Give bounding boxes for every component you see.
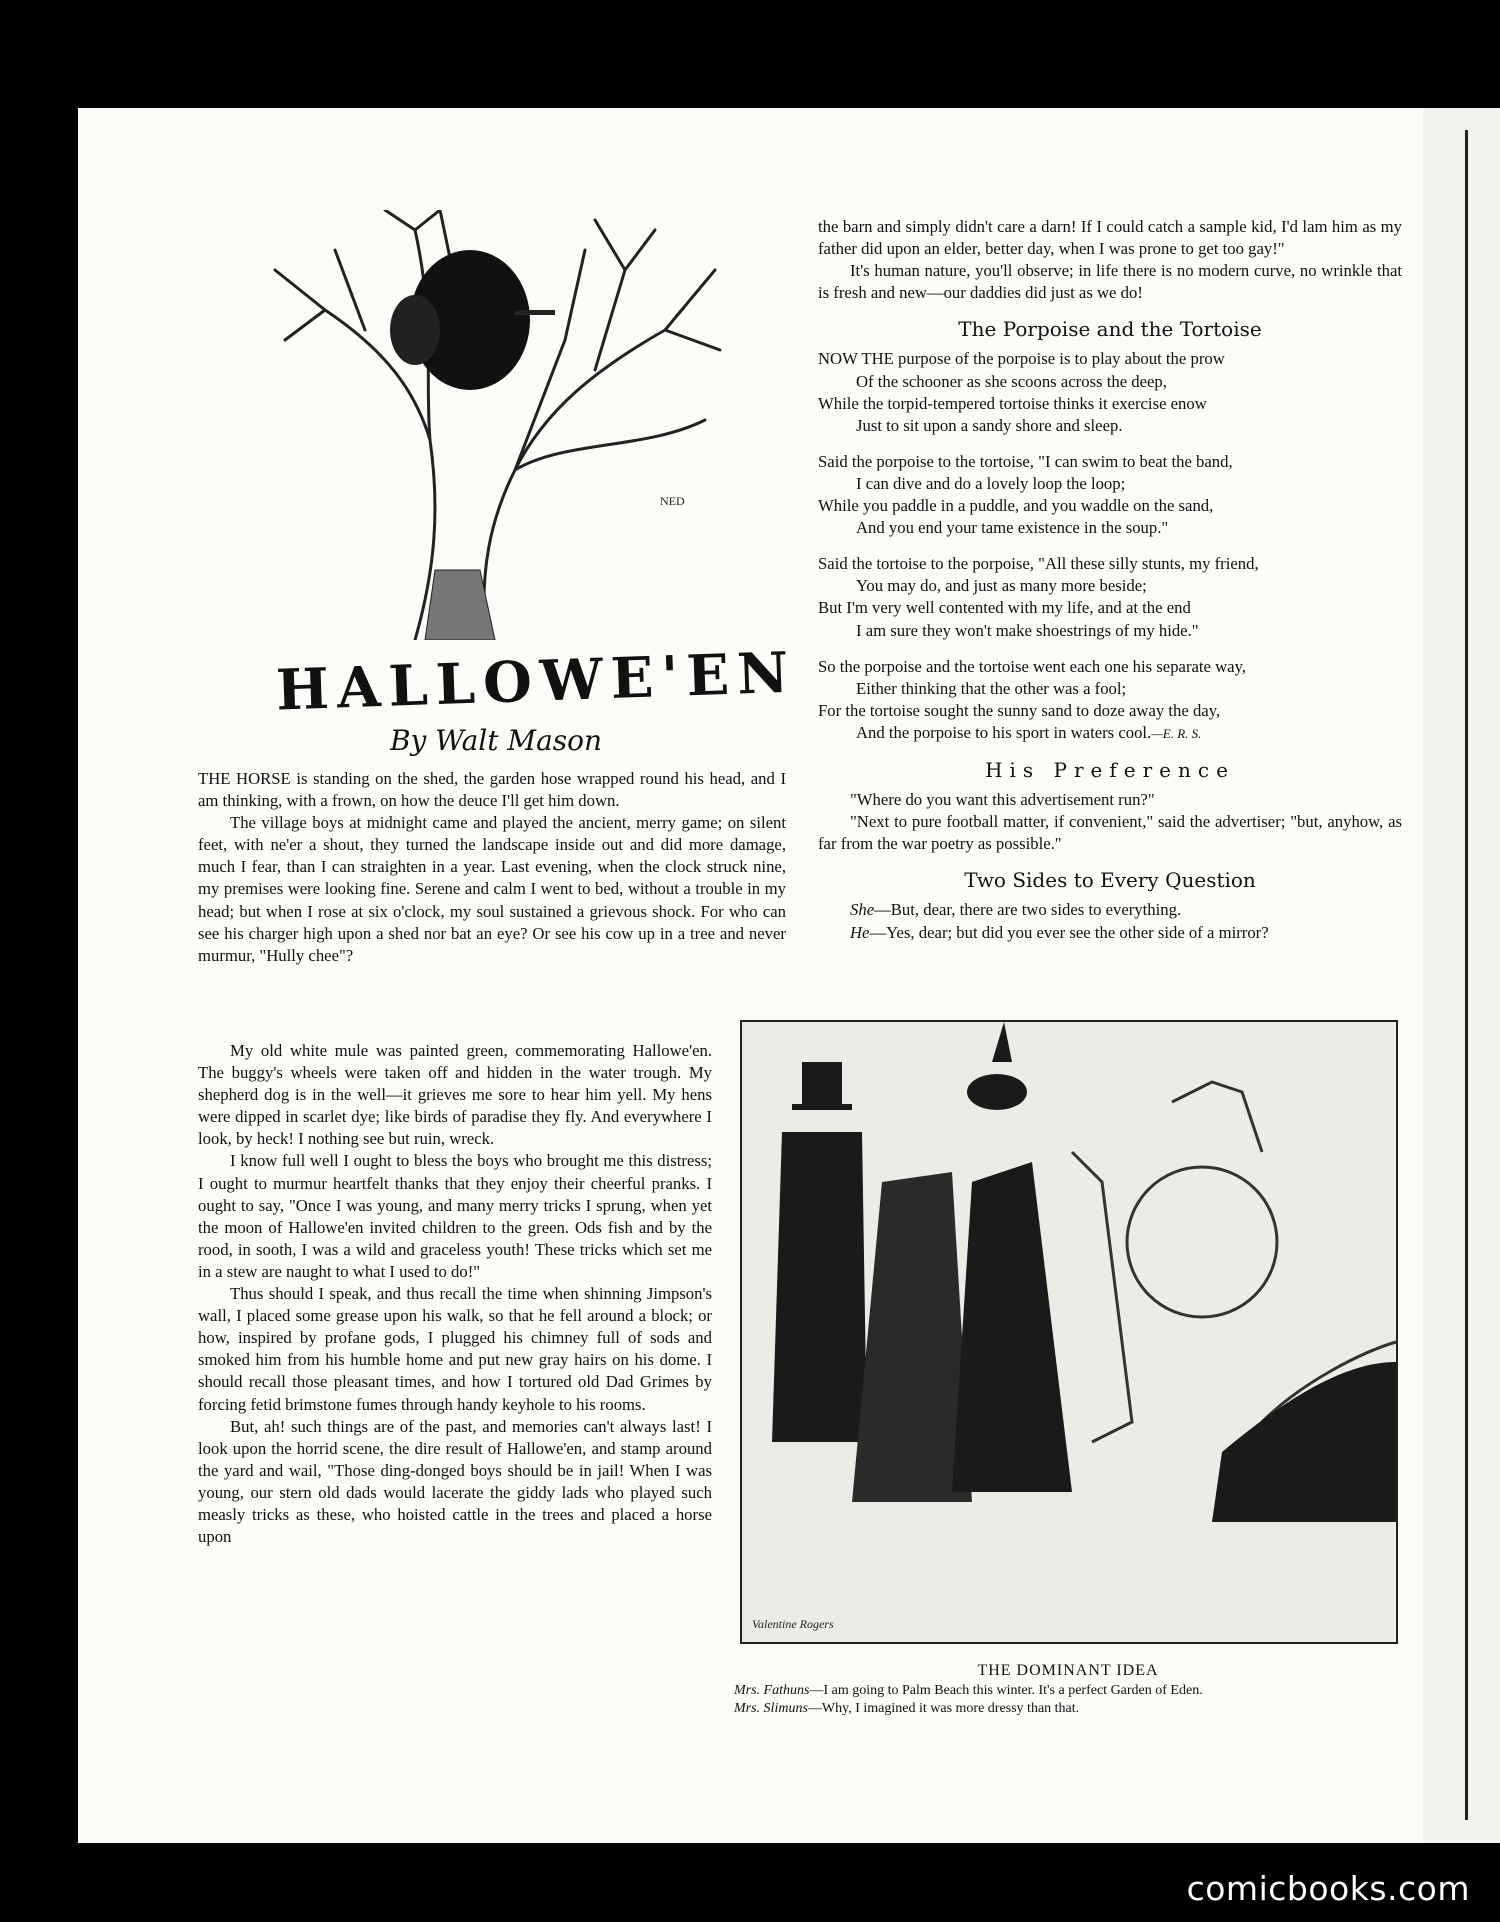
porpoise-poem bbox=[818, 348, 1402, 745]
caption-title: THE DOMINANT IDEA bbox=[977, 1662, 1159, 1679]
spine-divider bbox=[1465, 130, 1468, 1820]
two-sides-line: He—Yes, dear; but did you ever see the other side of a mirror? bbox=[850, 922, 1269, 942]
porpoise-heading: The Porpoise and the Tortoise bbox=[958, 317, 1262, 342]
poem-line: I can dive and do a lovely loop the loop; bbox=[856, 473, 1126, 493]
poem-line: While you paddle in a puddle, and you waddle on the sand, bbox=[818, 496, 1214, 516]
two-sides-heading: Two Sides to Every Question bbox=[964, 868, 1256, 893]
article-paragraph: My old white mule was painted green, commemorating Hallowe'en. The buggy's wheels were taken off and hidden in the water trough. My shepherd dog is in the well—it grieves me sore to hear him yell. My hens were dipped in scarlet dye; like birds of paradise they fly. And everywhere I look, by heck! I nothing see but ruin, wreck. bbox=[198, 1041, 712, 1149]
article-body-wide bbox=[198, 768, 786, 967]
article-paragraph: THE HORSE is standing on the shed, the garden hose wrapped round his head, and I am thinking, with a frown, on how the deuce I'll get him down. bbox=[198, 769, 786, 811]
poem-line: Either thinking that the other was a fool; bbox=[856, 678, 1127, 698]
poem-signature: —E. R. S. bbox=[1151, 725, 1202, 741]
poem-stanza bbox=[818, 348, 1402, 436]
article-byline: By Walt Mason bbox=[389, 724, 603, 757]
article-paragraph: But, ah! such things are of the past, and memories can't always last! I look upon the horrid scene, the dire result of Hallowe'en, and stamp around the yard and wail, "Those ding-donged boys should be in jail! When I was young, our stern old dads would lacerate the giddy lads who played such measly tricks as these, who hoisted cattle in the trees and placed a horse upon bbox=[198, 1416, 712, 1547]
article-title-block bbox=[274, 639, 798, 757]
poem-stanza bbox=[818, 451, 1402, 539]
cartoon-caption bbox=[734, 1662, 1402, 1718]
poem-line: Just to sit upon a sandy shore and sleep. bbox=[856, 415, 1123, 435]
dominant-idea-cartoon bbox=[740, 1020, 1398, 1644]
poem-line: NOW THE purpose of the porpoise is to play about the prow bbox=[818, 349, 1225, 369]
caption-line: Mrs. Slimuns—Why, I imagined it was more dressy than that. bbox=[734, 1701, 1080, 1716]
article-paragraph: I know full well I ought to bless the boys who brought me this distress; I ought to murmur heartfelt thanks that they enjoy their cheerful pranks. I ought to say, "Once I was young, and many merry tricks I sprung, when yet the moon of Hallowe'en invited children to the green. Ods fish and by the rood, in sooth, I was a wild and graceless youth! These tricks which set me in a stew are naught to what I used to do!" bbox=[198, 1151, 712, 1281]
poem-line: For the tortoise sought the sunny sand to doze away the day, bbox=[818, 700, 1221, 720]
poem-stanza bbox=[818, 656, 1402, 745]
cartoon-signature: Valentine Rogers bbox=[752, 1617, 834, 1631]
poem-stanza bbox=[818, 553, 1402, 641]
page-spine bbox=[1423, 108, 1500, 1843]
poem-line: So the porpoise and the tortoise went each one his separate way, bbox=[818, 656, 1247, 676]
watermark: comicbooks.com bbox=[1186, 1869, 1470, 1908]
poem-line: But I'm very well contented with my life, and at the end bbox=[818, 598, 1191, 618]
article-paragraph: The village boys at midnight came and played the ancient, merry game; on silent feet, with ne'er a shout, they turned the landscape inside out and did more damage, much I fear, than I can straighten in a year. Last evening, when the clock struck nine, my premises were looking fine. Serene and calm I went to bed, without a trouble in my head; but when I rose at six o'clock, my soul sustained a grievous shock. For who can see his charger high upon a shed nor bat an eye? Or see his cow up in a tree and never murmur, "Hully chee"? bbox=[198, 813, 786, 965]
preference-heading: His Preference bbox=[985, 757, 1235, 782]
poem-line: While the torpid-tempered tortoise thinks it exercise enow bbox=[818, 393, 1207, 413]
article-paragraph: Thus should I speak, and thus recall the time when shinning Jimpson's wall, I placed some grease upon his walk, so that he fell around a block; or how, inspired by profane gods, I plugged his chimney full of sods and smoked him from his humble home and put new gray hairs on his dome. I should recall those pleasant times, and how I tortured old Dad Grimes by forcing fetid brimstone fumes through handy keyhole to his rooms. bbox=[198, 1284, 712, 1414]
preference-line: "Where do you want this advertisement run?" bbox=[850, 790, 1155, 810]
tree-signature: NED bbox=[660, 494, 685, 508]
man-figure bbox=[772, 1132, 867, 1442]
article-continuation: It's human nature, you'll observe; in life there is no modern curve, no wrinkle that is fresh and new—our daddies did just as we do! bbox=[818, 261, 1402, 303]
article-title: HALLOWE'EN bbox=[274, 639, 798, 724]
poem-line: And the porpoise to his sport in waters cool. bbox=[856, 722, 1152, 742]
cow-in-tree-illustration bbox=[265, 210, 725, 640]
cow-head bbox=[390, 295, 440, 365]
two-sides-line: She—But, dear, there are two sides to everything. bbox=[850, 900, 1182, 920]
poem-line: I am sure they won't make shoestrings of my hide." bbox=[856, 620, 1199, 640]
poem-line: And you end your tame existence in the soup." bbox=[856, 518, 1169, 538]
poem-line: Of the schooner as she scoons across the deep, bbox=[856, 371, 1167, 391]
article-body-narrow bbox=[198, 1040, 712, 1548]
poem-line: You may do, and just as many more beside; bbox=[856, 576, 1147, 596]
top-hat bbox=[802, 1062, 842, 1107]
article-continuation: the barn and simply didn't care a darn! If I could catch a sample kid, I'd lam him as my father did upon an elder, better day, when I was prone to get too gay!" bbox=[818, 217, 1402, 259]
right-column bbox=[818, 216, 1402, 944]
poem-line: Said the tortoise to the porpoise, "All these silly stunts, my friend, bbox=[818, 554, 1259, 574]
preference-line: "Next to pure football matter, if convenient," said the advertiser; "but, anyhow, as far from the war poetry as possible." bbox=[818, 812, 1402, 854]
poem-line: Said the porpoise to the tortoise, "I can swim to beat the band, bbox=[818, 451, 1233, 471]
caption-line: Mrs. Fathuns—I am going to Palm Beach this winter. It's a perfect Garden of Eden. bbox=[734, 1683, 1203, 1698]
